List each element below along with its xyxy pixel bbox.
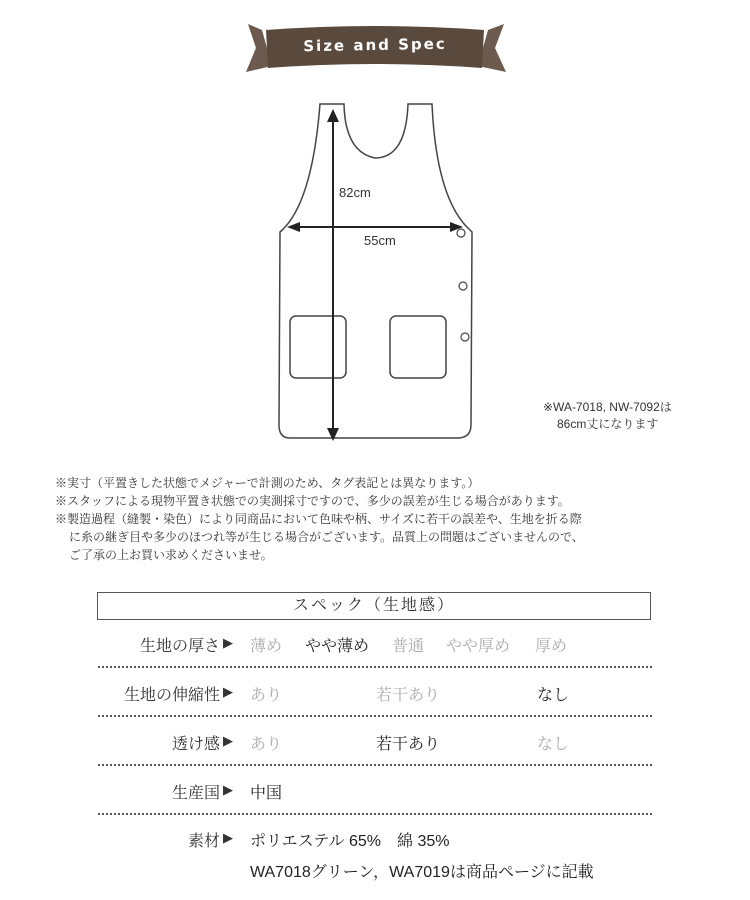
note-line: ※製造過程（縫製・染色）により同商品において色味や柄、サイズに若干の誤差や、生地を折る際: [55, 512, 582, 526]
arrow-icon: ▶: [223, 830, 233, 845]
row-divider: [98, 764, 652, 766]
banner-title: Size and Spec: [303, 34, 447, 56]
row-divider: [98, 666, 652, 668]
thickness-option: 普通: [392, 638, 425, 655]
spec-label: 生産国: [171, 785, 220, 802]
spec-label: 生地の伸縮性: [123, 687, 220, 704]
sheer-option-selected: 若干あり: [376, 736, 441, 753]
arrow-icon: ▶: [223, 635, 233, 650]
arrow-icon: ▶: [223, 733, 233, 748]
variant-note-line2: 86cm丈になります: [557, 417, 659, 431]
row-divider: [98, 813, 652, 815]
sheer-option: なし: [537, 736, 570, 753]
note-line: に糸の継ぎ目や多少のほつれ等が生じる場合がございます。品質上の問題はございませんので、: [69, 530, 584, 544]
sheer-option: あり: [250, 736, 283, 753]
arrow-icon: ▶: [223, 782, 233, 797]
thickness-option-selected: やや薄め: [305, 638, 370, 655]
thickness-option: 厚め: [535, 638, 568, 655]
spec-label: 生地の厚さ: [139, 638, 220, 655]
measurement-notes: [55, 474, 705, 564]
note-line: ※スタッフによる現物平置き状態での実測採寸ですので、多少の誤差が生じる場合があります。: [55, 494, 570, 508]
thickness-option: やや厚め: [446, 638, 511, 655]
length-label: 82cm: [339, 185, 371, 200]
width-label: 55cm: [364, 233, 396, 248]
spec-label: 素材: [187, 833, 220, 850]
length-variant-note: [543, 399, 672, 433]
spec-row-material: [0, 828, 750, 881]
note-line: ※実寸（平置きした状態でメジャーで計測のため、タグ表記とは異なります。）: [55, 476, 480, 490]
spec-label: 透け感: [171, 736, 220, 753]
material-note: WA7018グリーン，WA7019は商品ページに記載: [250, 864, 594, 881]
material-value: ポリエステル 65% 綿 35%: [250, 833, 450, 850]
row-divider: [98, 715, 652, 717]
arrow-icon: ▶: [223, 684, 233, 699]
stretch-option: あり: [250, 687, 283, 704]
note-line: ご了承の上お買い求めくださいませ。: [69, 548, 273, 562]
spec-title: スペック（生地感）: [97, 592, 651, 620]
thickness-option: 薄め: [250, 638, 283, 655]
stretch-option: 若干あり: [376, 687, 441, 704]
origin-value: 中国: [250, 785, 283, 802]
stretch-option-selected: なし: [537, 687, 570, 704]
variant-note-line1: ※WA-7018, NW-7092は: [543, 400, 672, 414]
